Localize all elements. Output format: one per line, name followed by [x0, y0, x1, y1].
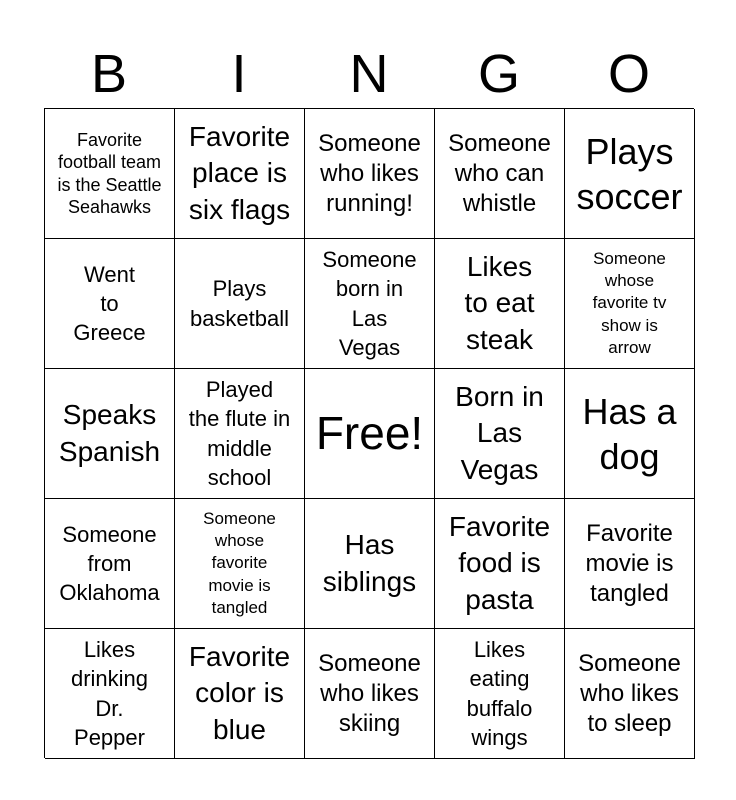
- bingo-cell[interactable]: [305, 499, 435, 629]
- bingo-cell-text: Went to Greece: [73, 261, 146, 346]
- header-letter-i: I: [231, 44, 247, 104]
- bingo-cell[interactable]: [565, 499, 695, 629]
- bingo-cell[interactable]: [565, 239, 695, 369]
- bingo-cell-text: Likes to eat steak: [464, 250, 535, 355]
- bingo-cell-text: Speaks Spanish: [58, 399, 161, 467]
- bingo-cell-text: Plays basketball: [189, 276, 290, 331]
- bingo-cell[interactable]: [305, 109, 435, 239]
- header-letter-n: N: [349, 44, 389, 104]
- bingo-cell-text: Played the flute in middle school: [188, 377, 291, 490]
- bingo-cell-text: Someone born in Las Vegas: [322, 247, 417, 360]
- bingo-cell[interactable]: [175, 109, 305, 239]
- bingo-cell[interactable]: [435, 369, 565, 499]
- bingo-cell-text: Someone whose favorite tv show is arrow: [592, 249, 667, 357]
- bingo-cell[interactable]: [175, 499, 305, 629]
- bingo-cell-text: Someone whose favorite movie is tangled: [203, 509, 276, 617]
- bingo-cell[interactable]: [45, 109, 175, 239]
- bingo-cell-text: Has a dog: [582, 390, 677, 477]
- bingo-cell[interactable]: [435, 239, 565, 369]
- bingo-cell[interactable]: [175, 369, 305, 499]
- bingo-grid: [44, 108, 694, 758]
- bingo-cell[interactable]: [45, 629, 175, 759]
- bingo-cell[interactable]: [435, 499, 565, 629]
- bingo-cell[interactable]: [305, 629, 435, 759]
- bingo-cell-text: Free!: [315, 407, 424, 460]
- bingo-cell-text: Favorite football team is the Seattle Seahawks: [57, 129, 162, 217]
- bingo-cell[interactable]: [175, 629, 305, 759]
- bingo-header: [44, 40, 694, 108]
- bingo-cell-text: Someone who likes running!: [318, 129, 421, 217]
- bingo-cell-text: Someone who likes to sleep: [578, 649, 681, 737]
- bingo-cell-text: Has siblings: [322, 529, 417, 597]
- bingo-cell[interactable]: [435, 629, 565, 759]
- bingo-cell-text: Favorite color is blue: [188, 640, 291, 745]
- bingo-cell[interactable]: [45, 499, 175, 629]
- bingo-cell-text: Someone who likes skiing: [318, 649, 421, 737]
- header-letter-g: G: [477, 44, 520, 104]
- bingo-cell[interactable]: [435, 109, 565, 239]
- bingo-cell[interactable]: [565, 109, 695, 239]
- header-letter-b: B: [90, 44, 128, 104]
- bingo-cell-text: Someone from Oklahoma: [59, 521, 160, 606]
- bingo-cell-text: Born in Las Vegas: [455, 380, 544, 485]
- bingo-cell-text: Favorite food is pasta: [448, 510, 551, 615]
- bingo-cell-text: Someone who can whistle: [448, 129, 551, 217]
- bingo-cell-text: Plays soccer: [576, 130, 683, 217]
- bingo-cell[interactable]: [45, 369, 175, 499]
- bingo-cell-text: Likes eating buffalo wings: [466, 637, 533, 750]
- bingo-cell[interactable]: [305, 239, 435, 369]
- header-letter-o: O: [607, 44, 650, 104]
- bingo-cell[interactable]: [565, 369, 695, 499]
- bingo-cell-text: Likes drinking Dr. Pepper: [70, 637, 149, 750]
- bingo-cell-text: Favorite place is six flags: [188, 120, 291, 225]
- bingo-cell[interactable]: [565, 629, 695, 759]
- bingo-cell[interactable]: [175, 239, 305, 369]
- bingo-cell[interactable]: [45, 239, 175, 369]
- bingo-cell-free[interactable]: [305, 369, 435, 499]
- bingo-cell-text: Favorite movie is tangled: [585, 519, 674, 607]
